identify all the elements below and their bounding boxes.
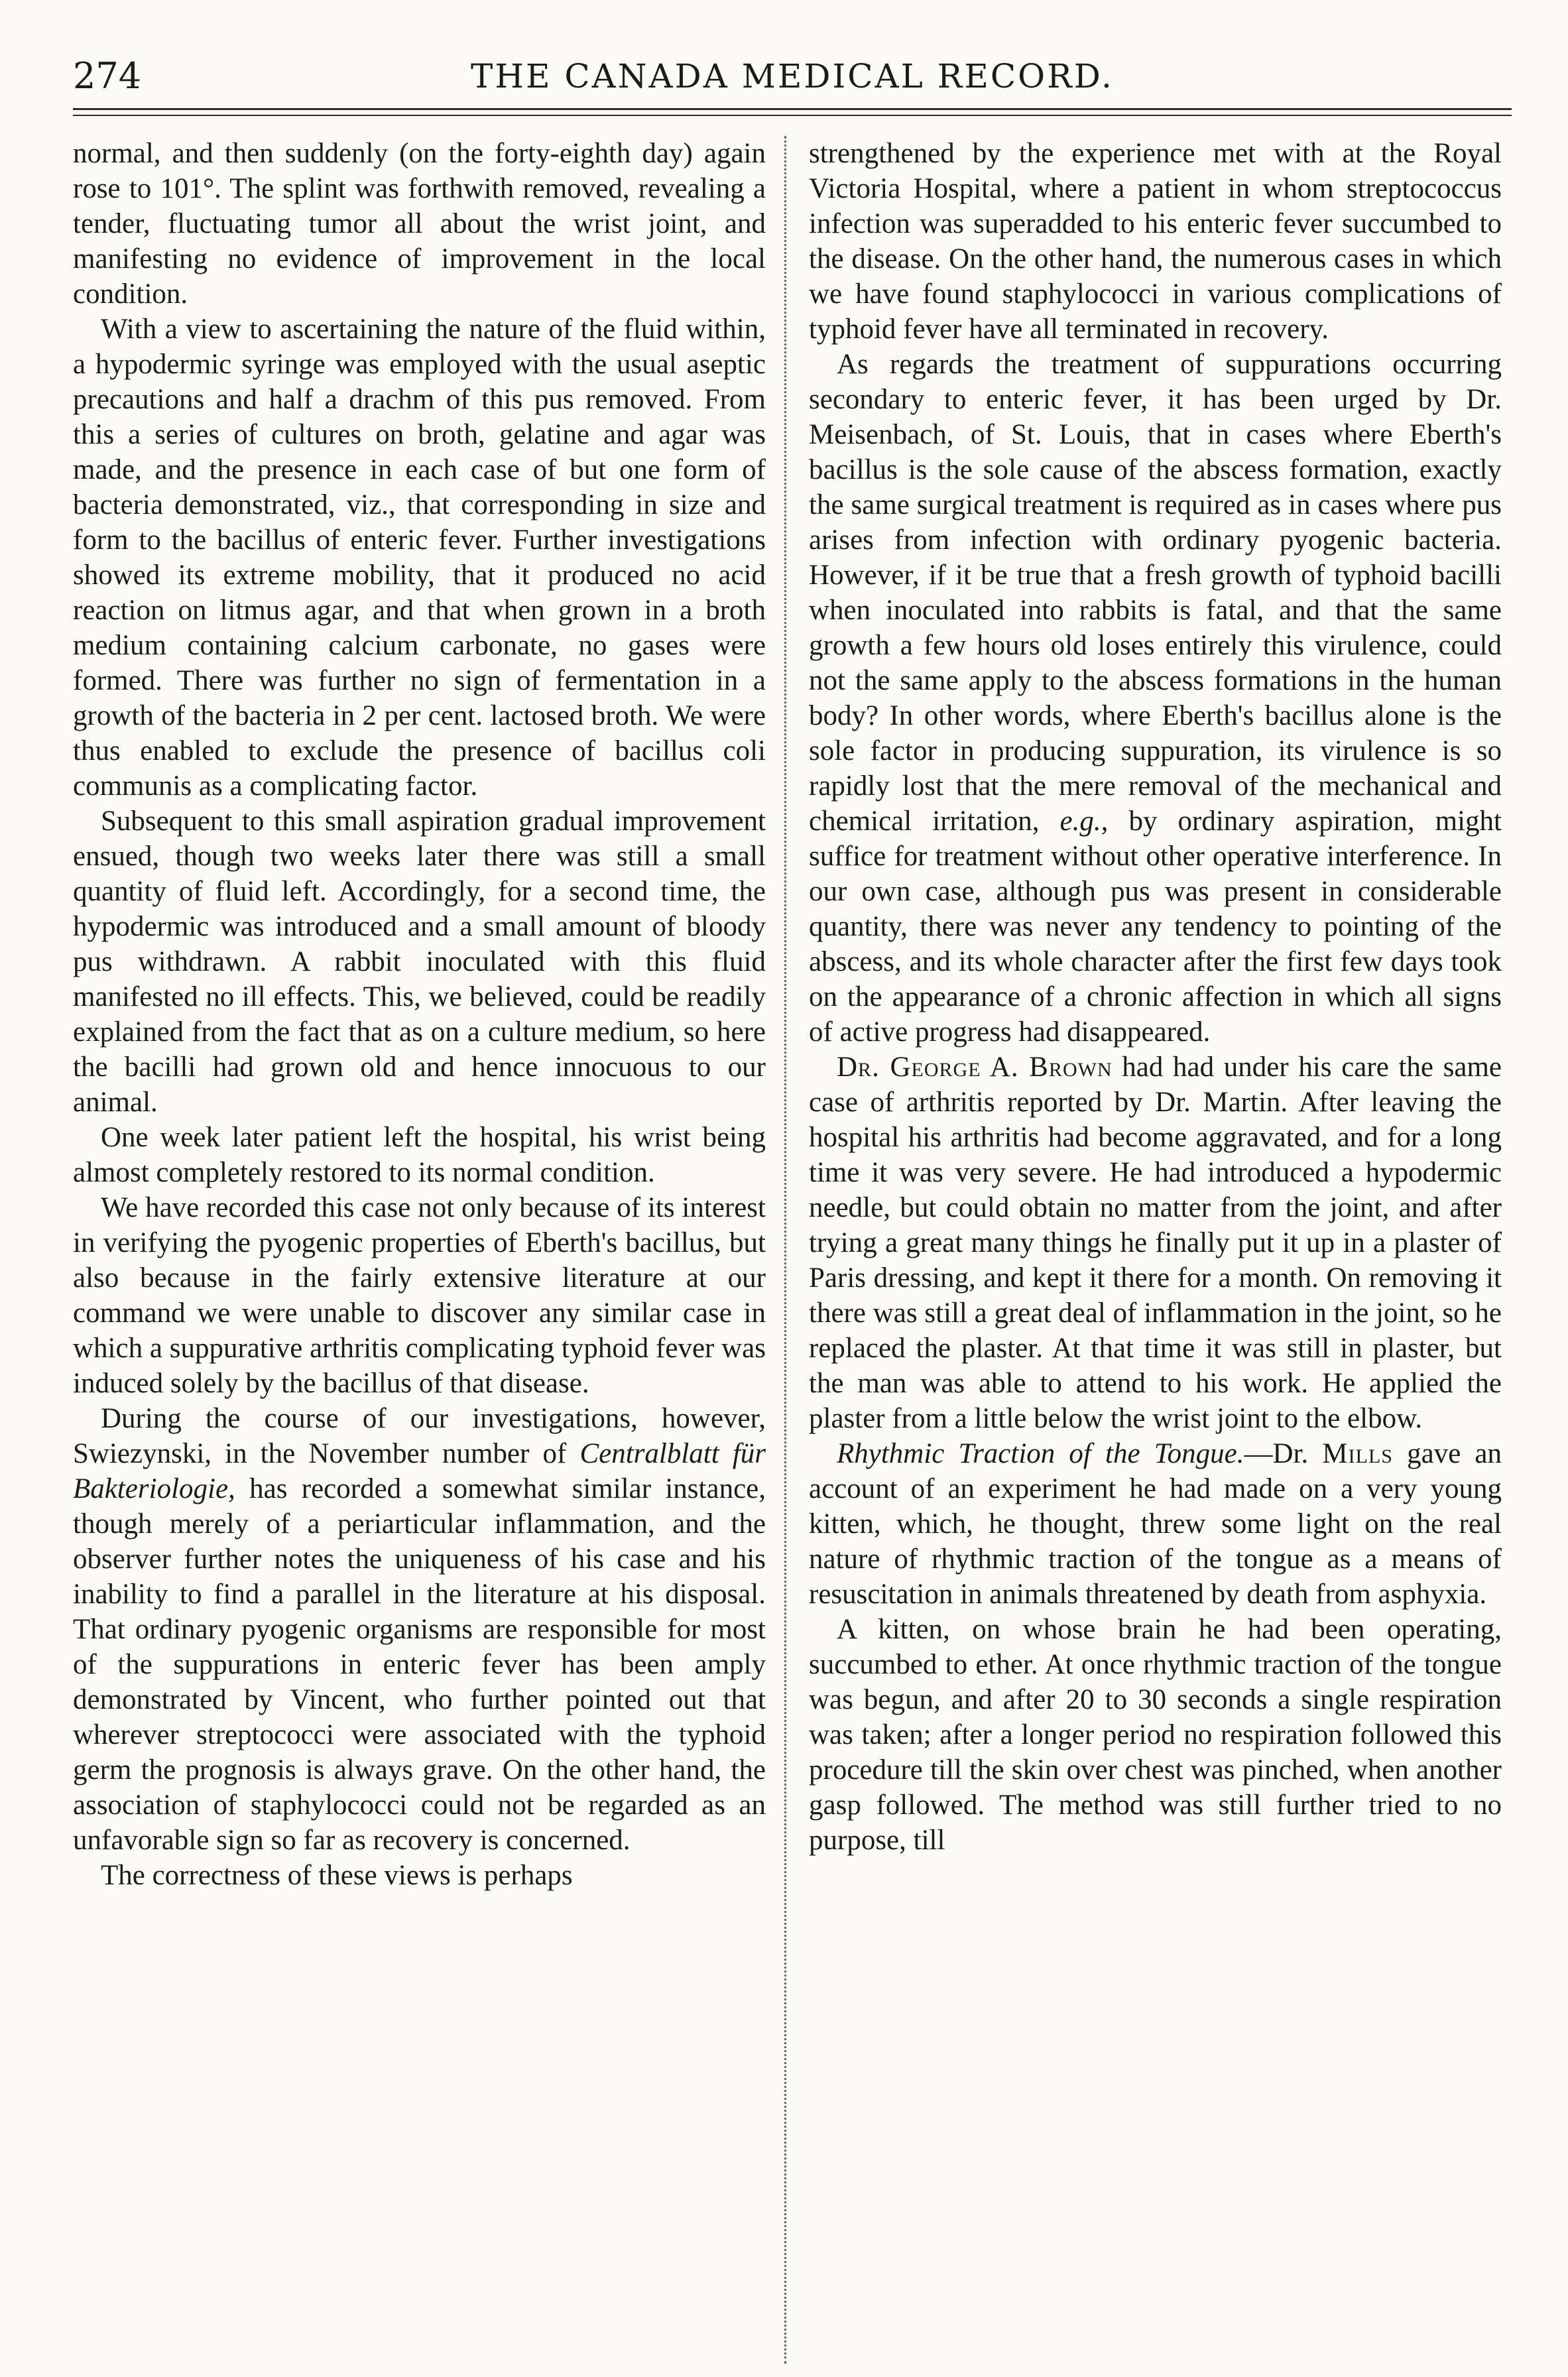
page-header: [73, 53, 1512, 99]
header-rule-thin: [73, 115, 1512, 116]
text-run: —Dr.: [1244, 1438, 1323, 1469]
paragraph: The correctness of these views is perhaps: [101, 1860, 573, 1891]
paragraph: Subsequent to this small aspiration gradual improvement ensued, though two weeks later there was still a small quantity of fluid left. Accordingly, for a second time, the hypodermic was introduced and a small amount of bloody pus withdrawn. A rabbit inoculated with this fluid manifested no ill effects. This, we believed, could be readily explained from the fact that as on a culture medium, so here the bacilli had grown old and hence innocuous to our animal.: [73, 806, 766, 1118]
paragraph: [73, 1401, 766, 1858]
paragraph: [809, 347, 1502, 1050]
paragraph: A kitten, on whose brain he had been operating, succumbed to ether. At once rhythmic traction of the tongue was begun, and after 20 to 30 seconds a single respiration was taken; after a longer period no respiration followed this procedure till the skin over chest was pinched, when another gasp followed. The method was still further tried to no purpose, till: [809, 1614, 1502, 1856]
page-number: 274: [73, 55, 142, 97]
section-title: Rhythmic Traction of the Tongue.: [837, 1438, 1244, 1469]
abbreviation: e.g.,: [1059, 806, 1109, 837]
text-run: has recorded a somewhat similar instance, though merely of a periarticular inflammation, and the observer further notes the uniqueness of his case and his inability to find a parallel in the literature at his disposal. That ordinary pyogenic organisms are responsible for most of the suppurations in enteric fever has been amply demonstrated by Vincent, who further pointed out that wherever streptococci were associated with the typhoid germ the prognosis is always grave. On the other hand, the association of staphylococci could not be regarded as an unfavorable sign so far as recovery is concerned.: [73, 1473, 766, 1856]
journal-citation: Centralblatt für Bakteriologie,: [73, 1438, 766, 1504]
paragraph: We have recorded this case not only because of its interest in verifying the pyogenic properties of Eberth's bacillus, but also because in the fairly extensive literature at our command we were unable to discover any similar case in which a suppurative arthritis complicating typhoid fever was induced solely by the bacillus of that disease.: [73, 1192, 766, 1399]
header-rule: [73, 108, 1512, 110]
journal-title: THE CANADA MEDICAL RECORD.: [471, 57, 1114, 95]
text-run: As regards the treatment of suppurations occurring secondary to enteric fever, it has been urged by Dr. Meisenbach, of St. Louis, that in cases where Eberth's bacillus is the sole cause of the abscess formation, exactly the same surgical treatment is required as in cases where pus arises from infection with ordinary pyogenic bacteria. However, if it be true that a fresh growth of typhoid bacilli when inoculated into rabbits is fatal, and that the same growth a few hours old loses entirely this virulence, could not the same apply to the abscess formations in the human body? In other words, where Eberth's bacillus alone is the sole factor in producing suppuration, its virulence is so rapidly lost that the mere removal of the mechanical and chemical irritation,: [809, 349, 1502, 837]
speaker-name: Mills: [1322, 1438, 1393, 1469]
paragraph: [809, 1050, 1502, 1436]
paragraph: [809, 1436, 1502, 1612]
text-run: During the course of our investigations, however, Swiezynski, in the November number of: [73, 1403, 766, 1469]
column-divider: [784, 136, 786, 2364]
right-column: [809, 136, 1502, 1858]
text-run: had had under his care the same case of arthritis reported by Dr. Martin. After leaving the hospital his arthritis had become aggravated, and for a long time it was very severe. He had introduced a hypodermic needle, but could obtain no matter from the joint, and after trying a great many things he finally put it up in a plaster of Paris dressing, and kept it there for a month. On removing it there was still a great deal of inflammation in the joint, so he replaced the plaster. At that time it was still in plaster, but the man was able to attend to his work. He applied the plaster from a little below the wrist joint to the elbow.: [809, 1052, 1502, 1434]
paragraph: strengthened by the experience met with at the Royal Victoria Hospital, where a patient in whom streptococcus infection was superadded to his enteric fever succumbed to the disease. On the other hand, the numerous cases in which we have found staphylococci in various complications of typhoid fever have all terminated in recovery.: [809, 138, 1502, 345]
paragraph: normal, and then suddenly (on the forty-eighth day) again rose to 101°. The splint was forthwith removed, revealing a tender, fluctuating tumor all about the wrist joint, and manifesting no evidence of improvement in the local condition.: [73, 138, 766, 310]
text-run: by ordinary aspiration, might suffice for treatment without other operative interference. In our own case, although pus was present in considerable quantity, there was never any tendency to pointing of the abscess, and its whole character after the first few days took on the appearance of a chronic affection in which all signs of active progress had disappeared.: [809, 806, 1502, 1048]
left-column: [73, 136, 766, 1893]
paragraph: With a view to ascertaining the nature of the fluid within, a hypodermic syringe was employed with the usual aseptic precautions and half a drachm of this pus removed. From this a series of cultures on broth, gelatine and agar was made, and the presence in each case of but one form of bacteria demonstrated, viz., that corresponding in size and form to the bacillus of enteric fever. Further investigations showed its extreme mobility, that it produced no acid reaction on litmus agar, and that when grown in a broth medium containing calcium carbonate, no gases were formed. There was further no sign of fermentation in a growth of the bacteria in 2 per cent. lactosed broth. We were thus enabled to exclude the presence of bacillus coli communis as a complicating factor.: [73, 314, 766, 802]
text-run: gave an account of an experiment he had made on a very young kitten, which, he thought, threw some light on the real nature of rhythmic traction of the tongue as a means of resuscitation in animals threatened by death from asphyxia.: [809, 1438, 1502, 1610]
speaker-name: Dr. George A. Brown: [837, 1052, 1113, 1083]
paragraph: One week later patient left the hospital, his wrist being almost completely restored to its normal condition.: [73, 1122, 766, 1188]
